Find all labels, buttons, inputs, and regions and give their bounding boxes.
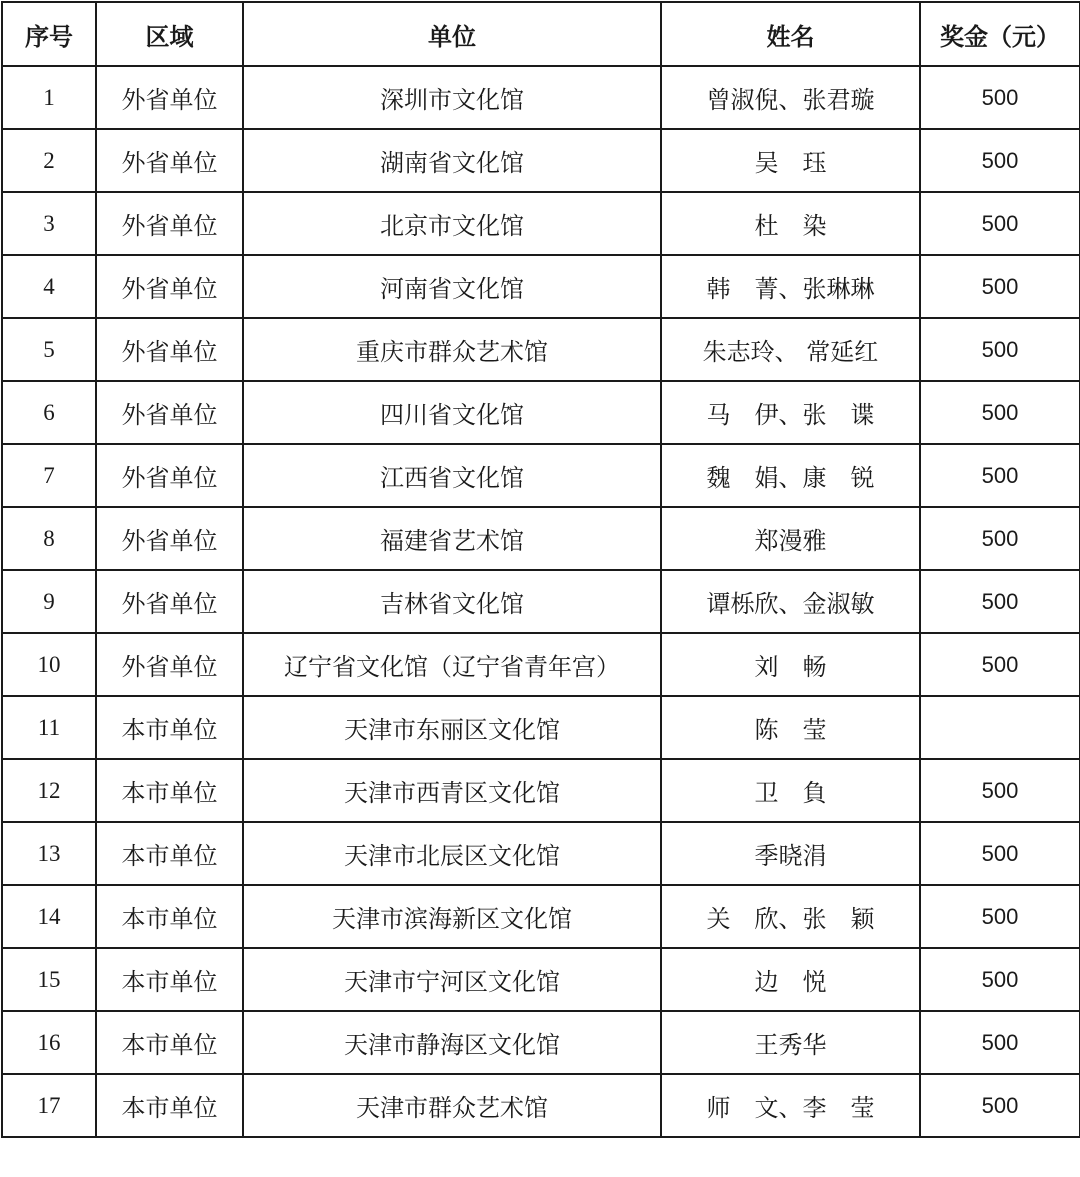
cell-name: 杜 染 — [661, 192, 920, 255]
cell-region: 外省单位 — [96, 129, 243, 192]
cell-no: 10 — [2, 633, 96, 696]
cell-name: 卫 負 — [661, 759, 920, 822]
cell-no: 17 — [2, 1074, 96, 1137]
cell-bonus: 500 — [920, 822, 1080, 885]
table-row — [2, 1011, 1080, 1074]
cell-name: 关 欣、张 颖 — [661, 885, 920, 948]
cell-region: 外省单位 — [96, 381, 243, 444]
cell-no: 2 — [2, 129, 96, 192]
cell-name: 朱志玲、 常延红 — [661, 318, 920, 381]
cell-bonus: 500 — [920, 129, 1080, 192]
table-body — [2, 66, 1080, 1137]
table-row — [2, 759, 1080, 822]
cell-region: 外省单位 — [96, 507, 243, 570]
cell-unit: 河南省文化馆 — [243, 255, 661, 318]
cell-name: 刘 畅 — [661, 633, 920, 696]
cell-region: 外省单位 — [96, 318, 243, 381]
cell-unit: 四川省文化馆 — [243, 381, 661, 444]
table-row — [2, 192, 1080, 255]
cell-bonus: 500 — [920, 507, 1080, 570]
cell-no: 8 — [2, 507, 96, 570]
cell-bonus: 500 — [920, 1074, 1080, 1137]
cell-bonus: 500 — [920, 570, 1080, 633]
header-unit: 单位 — [243, 2, 661, 66]
cell-region: 外省单位 — [96, 570, 243, 633]
cell-unit: 天津市宁河区文化馆 — [243, 948, 661, 1011]
header-no: 序号 — [2, 2, 96, 66]
cell-name: 季晓涓 — [661, 822, 920, 885]
cell-no: 4 — [2, 255, 96, 318]
cell-region: 本市单位 — [96, 948, 243, 1011]
cell-name: 韩 菁、张琳琳 — [661, 255, 920, 318]
cell-no: 9 — [2, 570, 96, 633]
cell-bonus: 500 — [920, 633, 1080, 696]
cell-region: 外省单位 — [96, 633, 243, 696]
cell-name: 师 文、李 莹 — [661, 1074, 920, 1137]
cell-unit: 辽宁省文化馆（辽宁省青年宫） — [243, 633, 661, 696]
cell-no: 7 — [2, 444, 96, 507]
cell-name: 魏 娟、康 锐 — [661, 444, 920, 507]
cell-bonus: 500 — [920, 66, 1080, 129]
header-region: 区域 — [96, 2, 243, 66]
cell-bonus: 500 — [920, 444, 1080, 507]
cell-name: 郑漫雅 — [661, 507, 920, 570]
table-row — [2, 696, 1080, 759]
header-row — [2, 2, 1080, 66]
cell-bonus: 500 — [920, 759, 1080, 822]
cell-bonus: 500 — [920, 1011, 1080, 1074]
cell-unit: 天津市北辰区文化馆 — [243, 822, 661, 885]
cell-no: 1 — [2, 66, 96, 129]
cell-bonus: 500 — [920, 381, 1080, 444]
cell-region: 本市单位 — [96, 822, 243, 885]
cell-no: 12 — [2, 759, 96, 822]
cell-no: 5 — [2, 318, 96, 381]
cell-name: 马 伊、张 谍 — [661, 381, 920, 444]
cell-unit: 湖南省文化馆 — [243, 129, 661, 192]
cell-region: 外省单位 — [96, 66, 243, 129]
cell-unit: 福建省艺术馆 — [243, 507, 661, 570]
table-row — [2, 822, 1080, 885]
cell-unit: 天津市静海区文化馆 — [243, 1011, 661, 1074]
cell-unit: 天津市西青区文化馆 — [243, 759, 661, 822]
cell-no: 15 — [2, 948, 96, 1011]
cell-bonus: 500 — [920, 885, 1080, 948]
table-row — [2, 507, 1080, 570]
cell-name: 曾淑倪、张君璇 — [661, 66, 920, 129]
cell-bonus: 500 — [920, 318, 1080, 381]
cell-no: 13 — [2, 822, 96, 885]
cell-region: 外省单位 — [96, 255, 243, 318]
cell-no: 6 — [2, 381, 96, 444]
cell-region: 外省单位 — [96, 192, 243, 255]
cell-bonus: 500 — [920, 192, 1080, 255]
cell-unit: 天津市群众艺术馆 — [243, 1074, 661, 1137]
cell-unit: 重庆市群众艺术馆 — [243, 318, 661, 381]
cell-region: 本市单位 — [96, 885, 243, 948]
cell-no: 14 — [2, 885, 96, 948]
table-row — [2, 255, 1080, 318]
cell-name: 谭栎欣、金淑敏 — [661, 570, 920, 633]
table-row — [2, 318, 1080, 381]
cell-unit: 北京市文化馆 — [243, 192, 661, 255]
table-row — [2, 885, 1080, 948]
cell-unit: 天津市滨海新区文化馆 — [243, 885, 661, 948]
cell-bonus: 500 — [920, 255, 1080, 318]
award-table — [1, 1, 1080, 1138]
cell-no: 16 — [2, 1011, 96, 1074]
table-row — [2, 1074, 1080, 1137]
cell-region: 本市单位 — [96, 1011, 243, 1074]
table-row — [2, 129, 1080, 192]
cell-unit: 天津市东丽区文化馆 — [243, 696, 661, 759]
cell-region: 本市单位 — [96, 696, 243, 759]
cell-bonus — [920, 696, 1080, 759]
table-row — [2, 948, 1080, 1011]
cell-unit: 吉林省文化馆 — [243, 570, 661, 633]
table-row — [2, 66, 1080, 129]
cell-no: 3 — [2, 192, 96, 255]
cell-name: 吴 珏 — [661, 129, 920, 192]
table-row — [2, 444, 1080, 507]
header-bonus: 奖金（元） — [920, 2, 1080, 66]
cell-unit: 江西省文化馆 — [243, 444, 661, 507]
cell-region: 本市单位 — [96, 1074, 243, 1137]
cell-no: 11 — [2, 696, 96, 759]
header-name: 姓名 — [661, 2, 920, 66]
table-row — [2, 633, 1080, 696]
cell-name: 王秀华 — [661, 1011, 920, 1074]
cell-bonus: 500 — [920, 948, 1080, 1011]
table-row — [2, 381, 1080, 444]
cell-region: 本市单位 — [96, 759, 243, 822]
table-row — [2, 570, 1080, 633]
cell-name: 陈 莹 — [661, 696, 920, 759]
cell-name: 边 悦 — [661, 948, 920, 1011]
cell-unit: 深圳市文化馆 — [243, 66, 661, 129]
cell-region: 外省单位 — [96, 444, 243, 507]
